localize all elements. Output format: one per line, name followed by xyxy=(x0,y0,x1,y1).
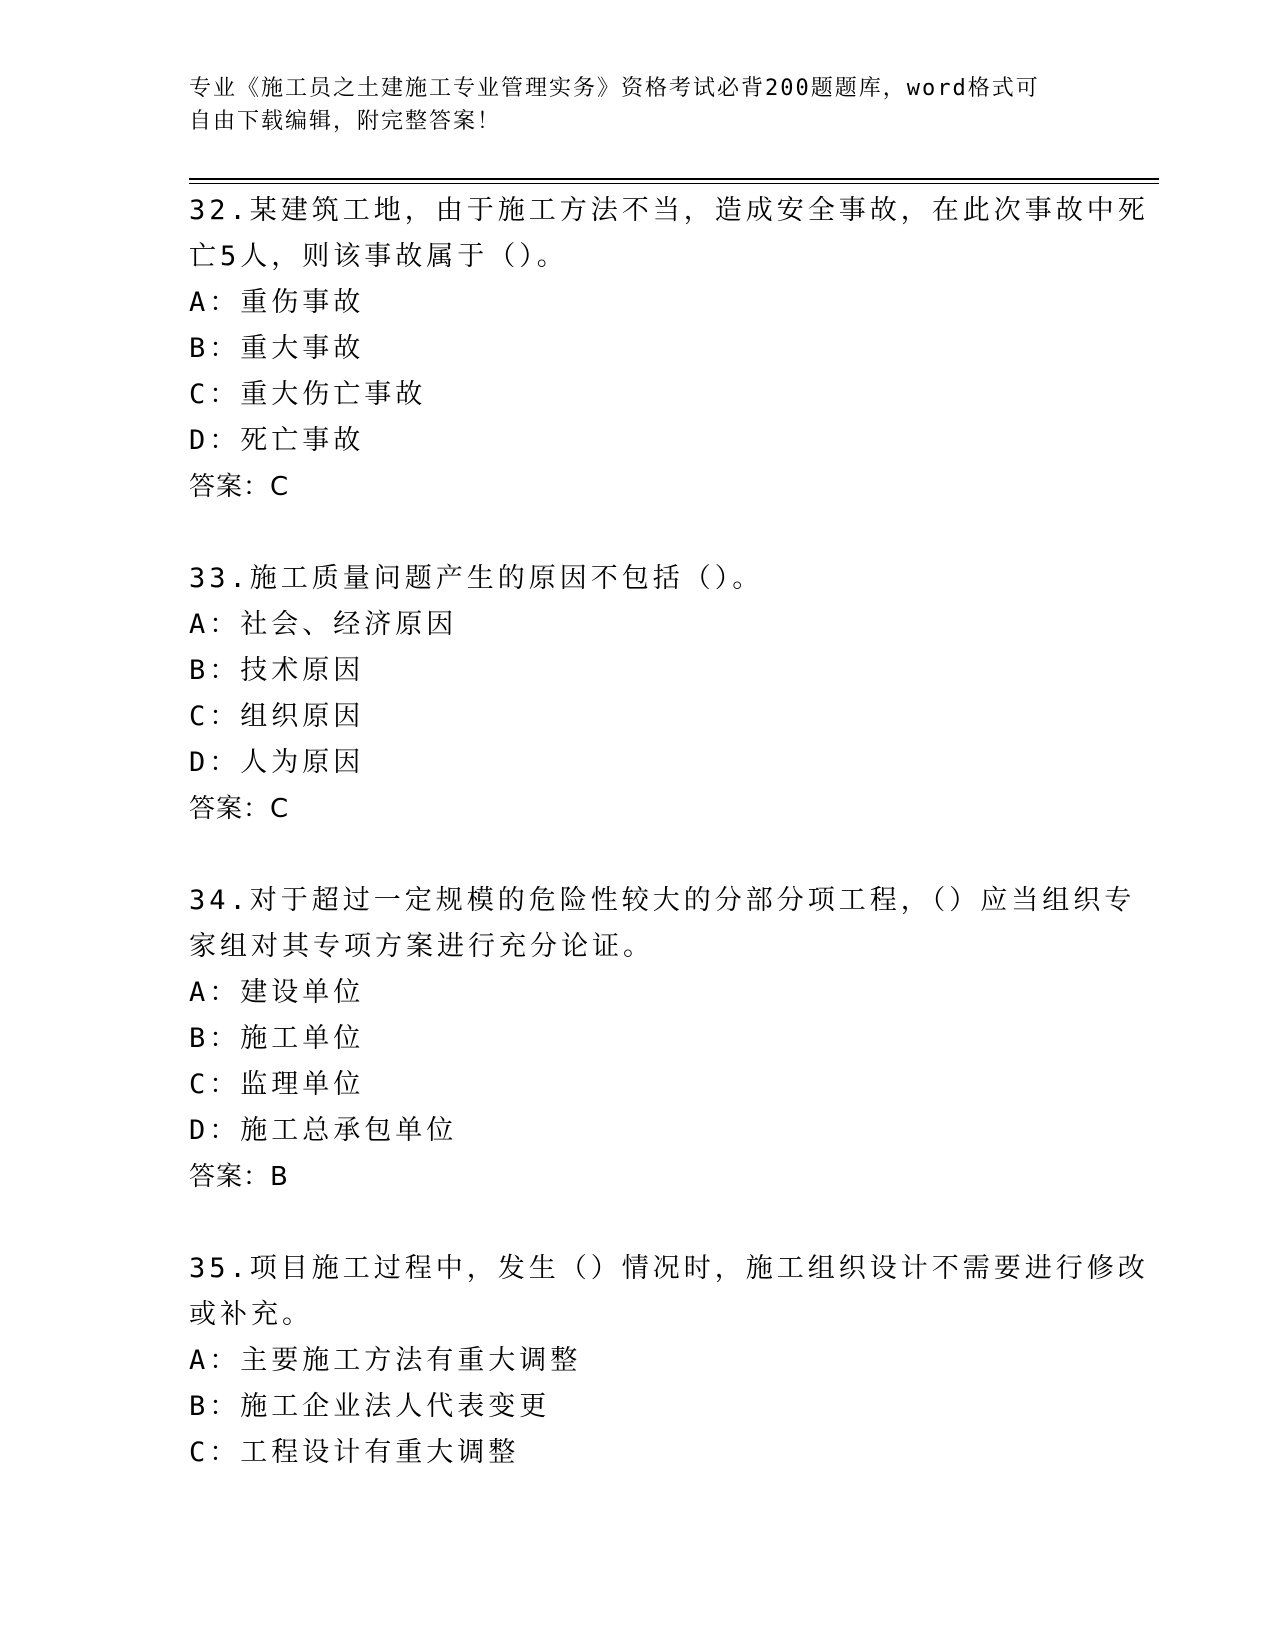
question-spacer xyxy=(189,1200,1089,1246)
option-a: A：建设单位 xyxy=(189,977,365,1008)
question-stem-line: 32.某建筑工地，由于施工方法不当，造成安全事故，在此次事故中死 xyxy=(189,195,1149,226)
option-c: C：监理单位 xyxy=(189,1069,365,1100)
question-stem-line: 35.项目施工过程中，发生（）情况时，施工组织设计不需要进行修改 xyxy=(189,1253,1149,1284)
question-stem-line: 家组对其专项方案进行充分论证。 xyxy=(189,931,654,962)
question-list xyxy=(189,188,1149,1476)
option-b: B：技术原因 xyxy=(189,655,365,686)
header-line-2: 自由下载编辑，附完整答案！ xyxy=(189,109,502,134)
question-35 xyxy=(189,1246,1149,1476)
option-c: C：工程设计有重大调整 xyxy=(189,1437,520,1468)
option-d: D：人为原因 xyxy=(189,747,365,778)
answer: 答案：C xyxy=(189,794,290,824)
question-33 xyxy=(189,556,1089,832)
option-d: D：施工总承包单位 xyxy=(189,1115,458,1146)
option-a: A：重伤事故 xyxy=(189,287,365,318)
question-stem-line: 亡5人，则该事故属于（）。 xyxy=(189,241,568,272)
option-b: B：重大事故 xyxy=(189,333,365,364)
question-stem-line: 34.对于超过一定规模的危险性较大的分部分项工程，（）应当组织专 xyxy=(189,885,1136,916)
question-stem-line: 或补充。 xyxy=(189,1299,313,1330)
header-divider-thin xyxy=(189,183,1159,184)
option-b: B：施工企业法人代表变更 xyxy=(189,1391,551,1422)
option-d: D：死亡事故 xyxy=(189,425,365,456)
header-divider-thick xyxy=(189,178,1159,180)
answer: 答案：B xyxy=(189,1162,289,1192)
option-c: C：重大伤亡事故 xyxy=(189,379,427,410)
answer: 答案：C xyxy=(189,472,290,502)
document-header xyxy=(189,72,1089,138)
question-stem-line: 33.施工质量问题产生的原因不包括（）。 xyxy=(189,563,764,594)
option-a: A：社会、经济原因 xyxy=(189,609,458,640)
header-line-1: 专业《施工员之土建施工专业管理实务》资格考试必背200题题库，word格式可 xyxy=(189,76,1040,101)
question-spacer xyxy=(189,832,1089,878)
question-32 xyxy=(189,188,1149,510)
option-c: C：组织原因 xyxy=(189,701,365,732)
question-spacer xyxy=(189,510,1089,556)
option-b: B：施工单位 xyxy=(189,1023,365,1054)
option-a: A：主要施工方法有重大调整 xyxy=(189,1345,582,1376)
question-34 xyxy=(189,878,1136,1200)
